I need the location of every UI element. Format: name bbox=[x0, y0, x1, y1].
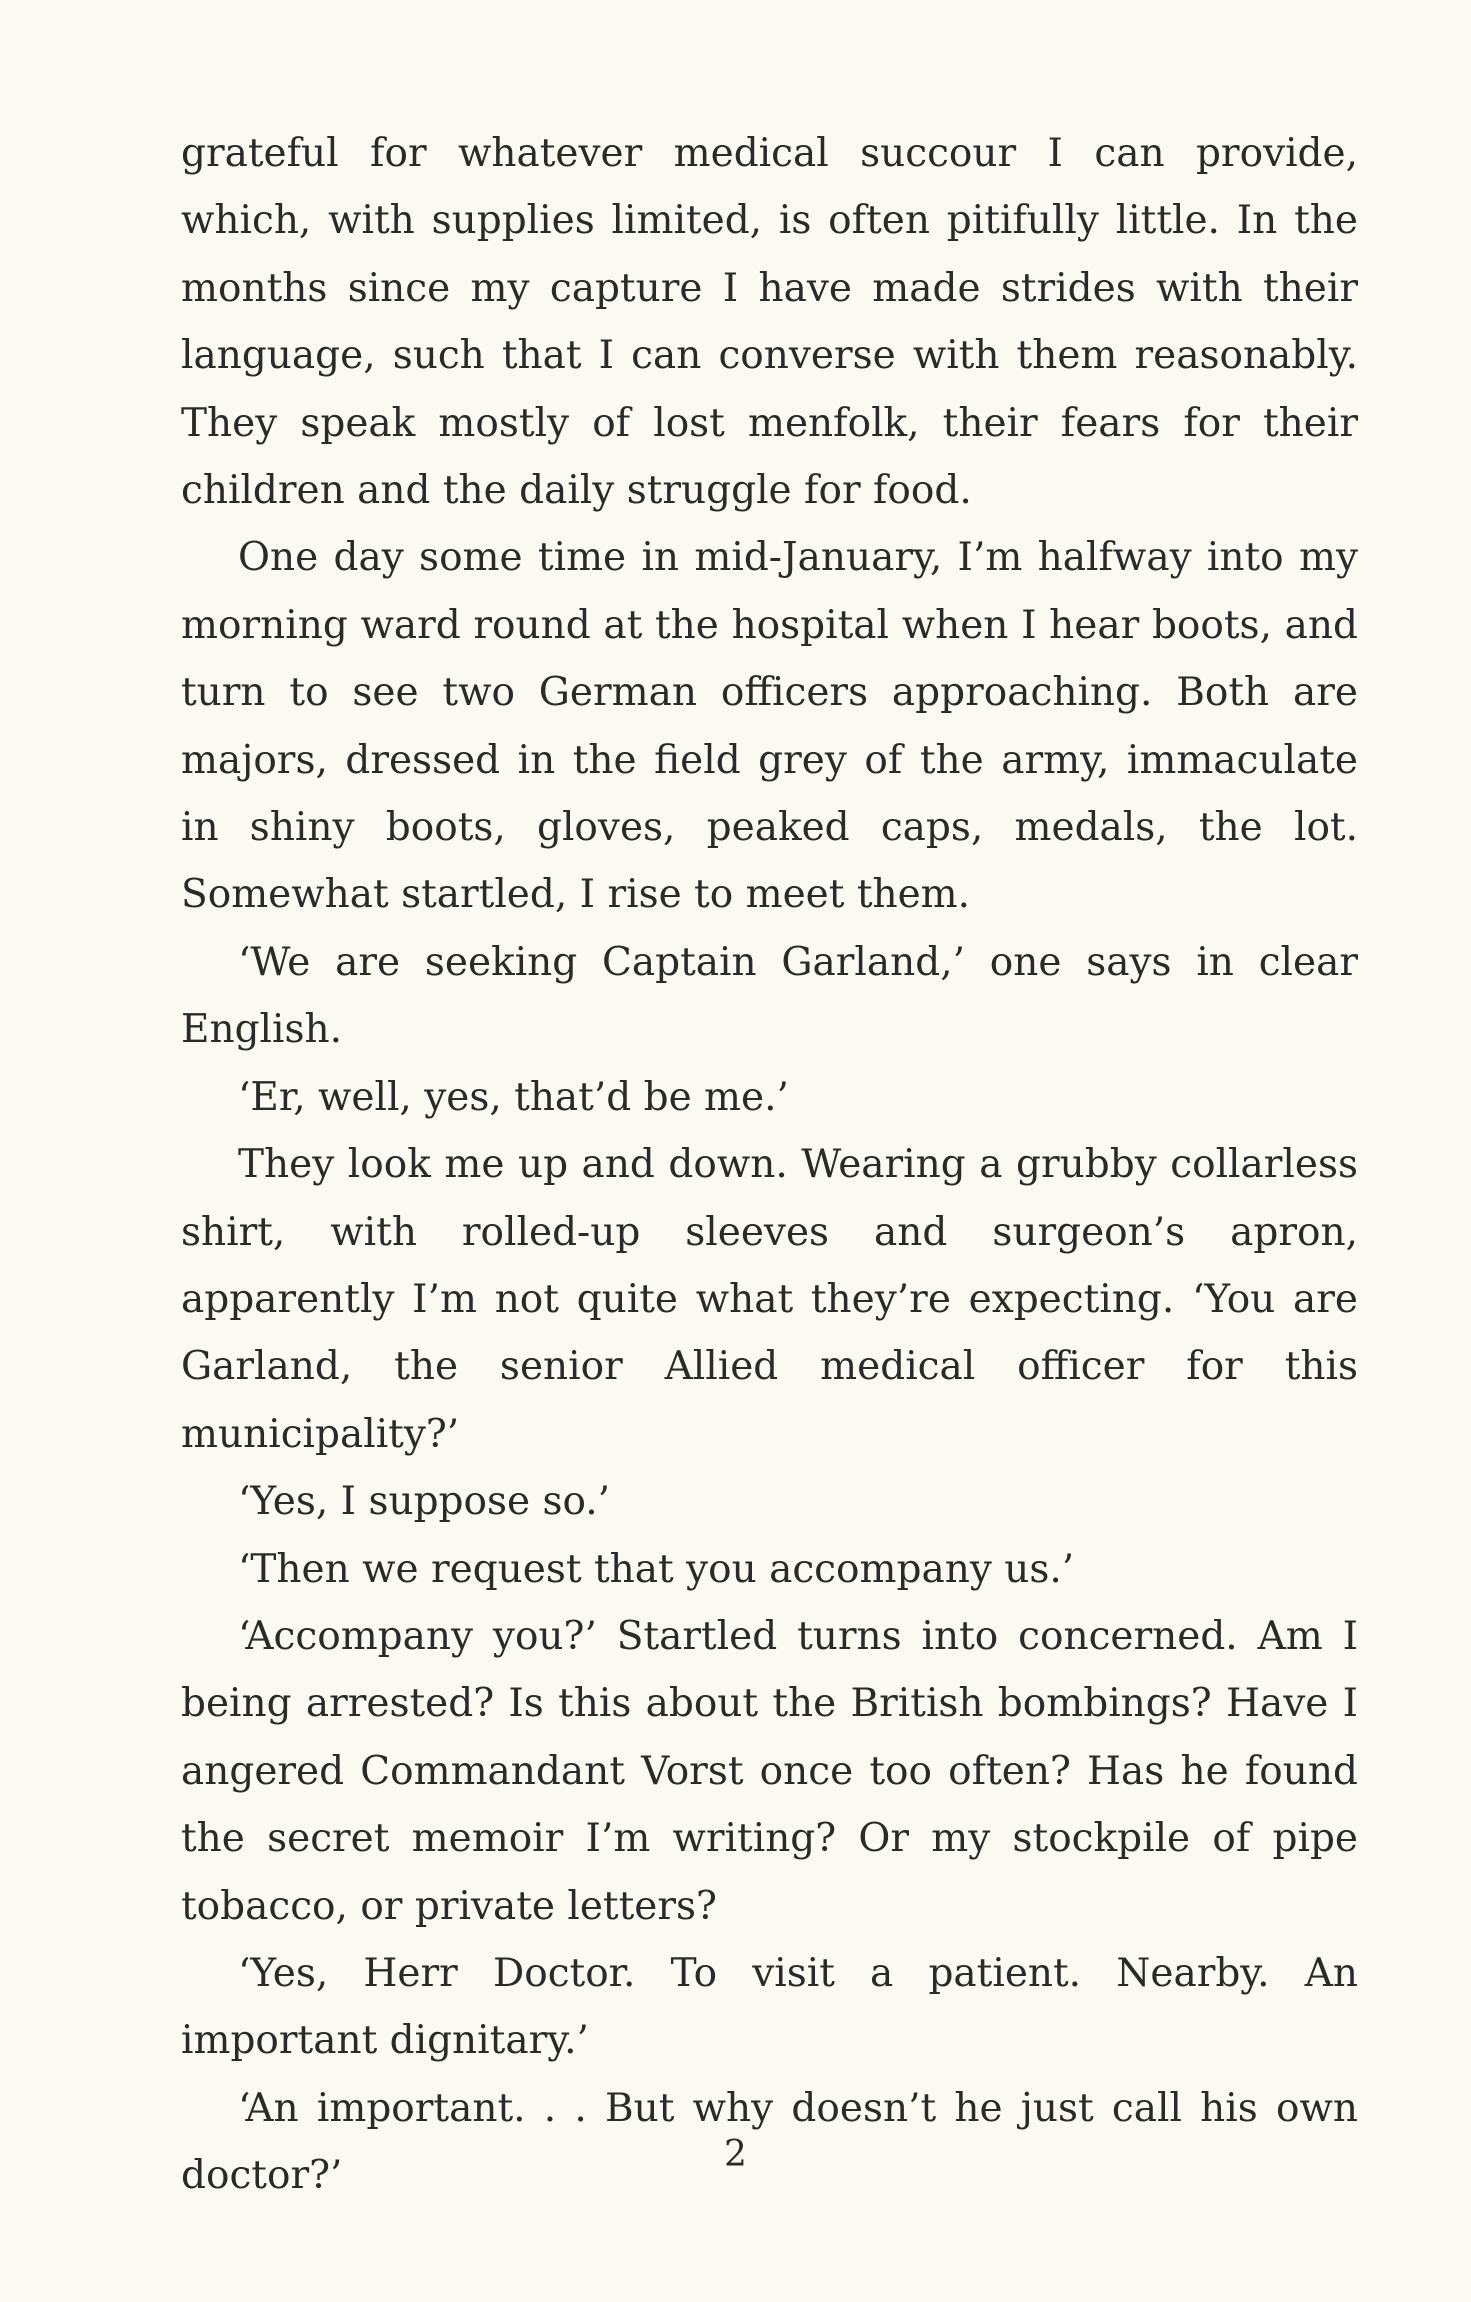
paragraph: ‘Yes, Herr Doctor. To visit a patient. Nearby. An important dignitary.’ bbox=[181, 1950, 1358, 2064]
paragraph: One day some time in mid-January, I’m halfway into my morning ward round at the hospital when I hear boots, and turn to see two German officers approaching. Both are majors, dressed in the field grey of the army, immaculate in shiny boots, gloves, peaked caps, medals, the lot. Somewhat startled, I rise to meet them. bbox=[181, 535, 1358, 918]
paragraph-continuation: grateful for whatever medical succour I can provide, which, with supplies limited, is often pitifully little. In the months since my capture I have made strides with their language, such that I can converse with them reasonably. They speak mostly of lost menfolk, their fears for their children and the daily struggle for food. bbox=[181, 131, 1358, 514]
paragraph: ‘Er, well, yes, that’d be me.’ bbox=[238, 1074, 789, 1120]
paragraph: They look me up and down. Wearing a grubby collarless shirt, with rolled-up sleeves and surgeon’s apron, apparently I’m not quite what they’re expecting. ‘You are Garland, the senior Allied medical officer for this municipality?’ bbox=[181, 1142, 1358, 1457]
paragraph: ‘We are seeking Captain Garland,’ one says in clear English. bbox=[181, 939, 1358, 1053]
page-number: 2 bbox=[724, 2134, 747, 2175]
paragraph: ‘An important. . . But why doesn’t he just call his own doctor?’ bbox=[181, 2085, 1358, 2199]
paragraph: ‘Then we request that you accompany us.’ bbox=[238, 1546, 1075, 1592]
paragraph: ‘Accompany you?’ Startled turns into concerned. Am I being arrested? Is this about the British bombings? Have I angered Commandant Vorst once too often? Has he found the secret memoir I’m writing? Or my stockpile of pipe tobacco, or private letters? bbox=[181, 1613, 1358, 1929]
paragraph: ‘Yes, I suppose so.’ bbox=[238, 1479, 611, 1525]
body-text bbox=[181, 120, 1358, 2210]
